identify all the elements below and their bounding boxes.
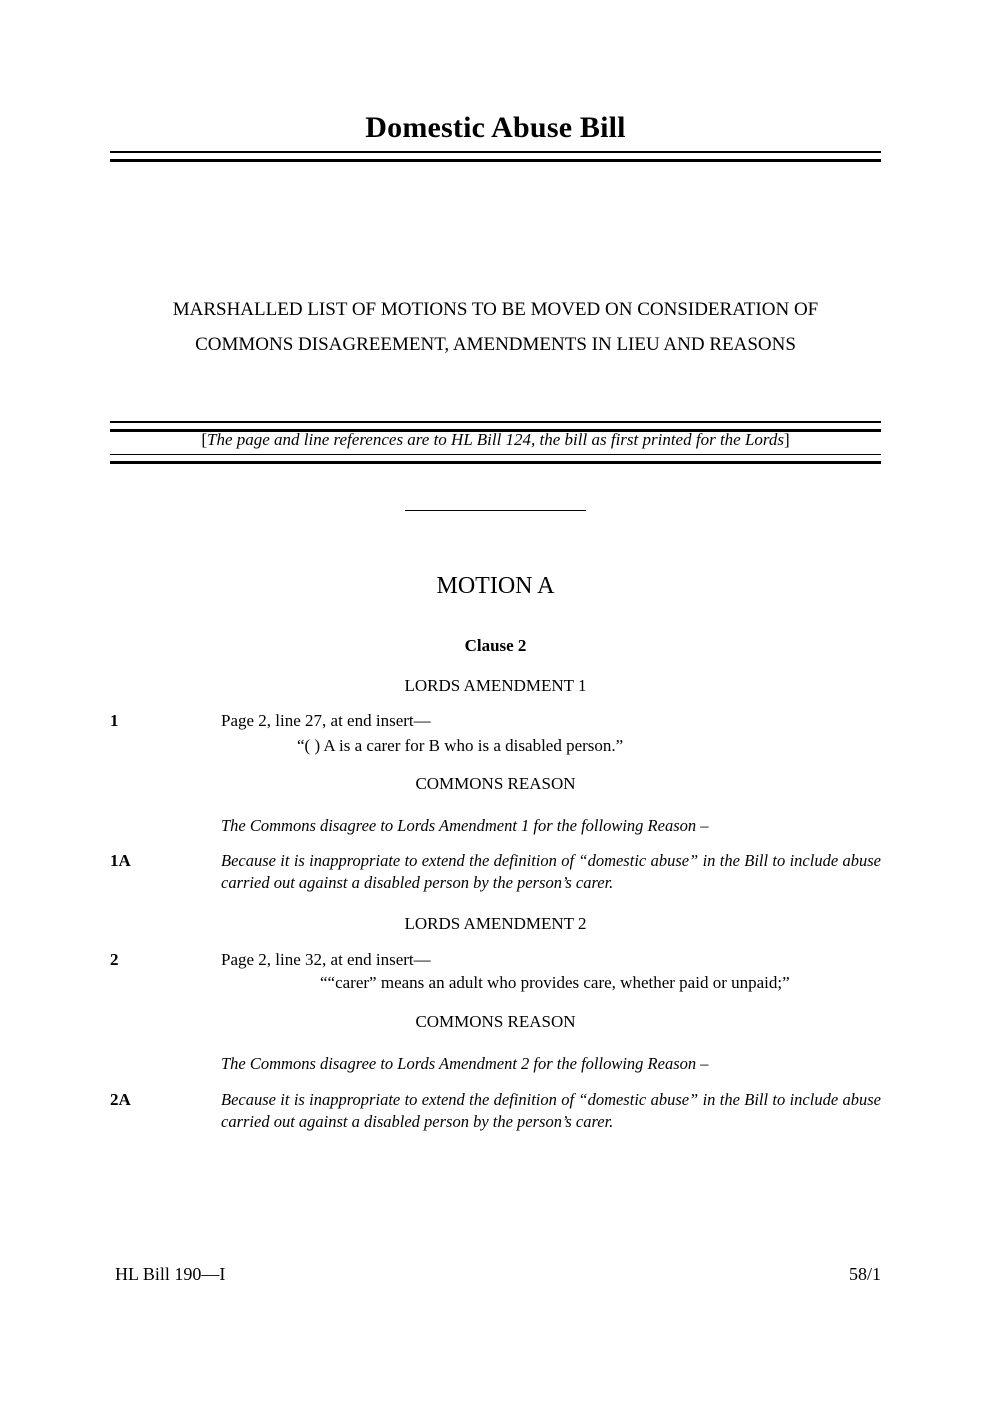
document-subtitle [110,292,881,362]
section-divider [405,510,586,511]
reference-bottom-rule [110,454,881,464]
footer-page-reference: 58/1 [848,1264,881,1284]
amendment-1-number: 1 [110,711,119,730]
reference-note-text: The page and line references are to HL Bill 124, the bill as first printed for the Lords [206,430,785,449]
amendment-1-instruction: Page 2, line 27, at end insert— [221,711,431,730]
title-double-rule [110,151,881,162]
commons-reason-2-heading: COMMONS REASON [415,1012,576,1031]
subtitle-line-2: COMMONS DISAGREEMENT, AMENDMENTS IN LIEU AND REASONS [195,334,796,355]
lords-amendment-1-heading: LORDS AMENDMENT 1 [404,676,587,695]
motion-heading: MOTION A [436,573,555,599]
footer-bill-reference: HL Bill 190—I [115,1264,226,1284]
amendment-1-insert-text: “( ) A is a carer for B who is a disabled person.” [297,736,624,755]
commons-reason-1-heading: COMMONS REASON [415,774,576,793]
reference-note [110,430,881,450]
reason-1-intro: The Commons disagree to Lords Amendment 1 for the following Reason – [221,816,709,835]
amendment-2-insert-text: ““carer” means an adult who provides care, whether paid or unpaid;” [320,973,790,992]
reason-1-number: 1A [110,851,131,870]
reference-open-bracket: [ [201,430,207,449]
lords-amendment-2-heading: LORDS AMENDMENT 2 [404,914,587,933]
reference-close-bracket: ] [784,430,790,449]
reason-1-text: Because it is inappropriate to extend the definition of “domestic abuse” in the Bill to include abuse carried out against a disabled person by the person’s carer. [221,851,881,892]
reason-2-text: Because it is inappropriate to extend the definition of “domestic abuse” in the Bill to include abuse carried out against a disabled person by the person’s carer. [221,1090,881,1131]
document-title: Domestic Abuse Bill [365,111,626,144]
reason-2-number: 2A [110,1090,131,1109]
amendment-2-instruction: Page 2, line 32, at end insert— [221,950,431,969]
amendment-2-number: 2 [110,950,119,969]
clause-heading: Clause 2 [464,636,527,655]
reason-2-intro: The Commons disagree to Lords Amendment 2 for the following Reason – [221,1054,709,1073]
subtitle-line-1: MARSHALLED LIST OF MOTIONS TO BE MOVED ON CONSIDERATION OF [172,299,819,320]
